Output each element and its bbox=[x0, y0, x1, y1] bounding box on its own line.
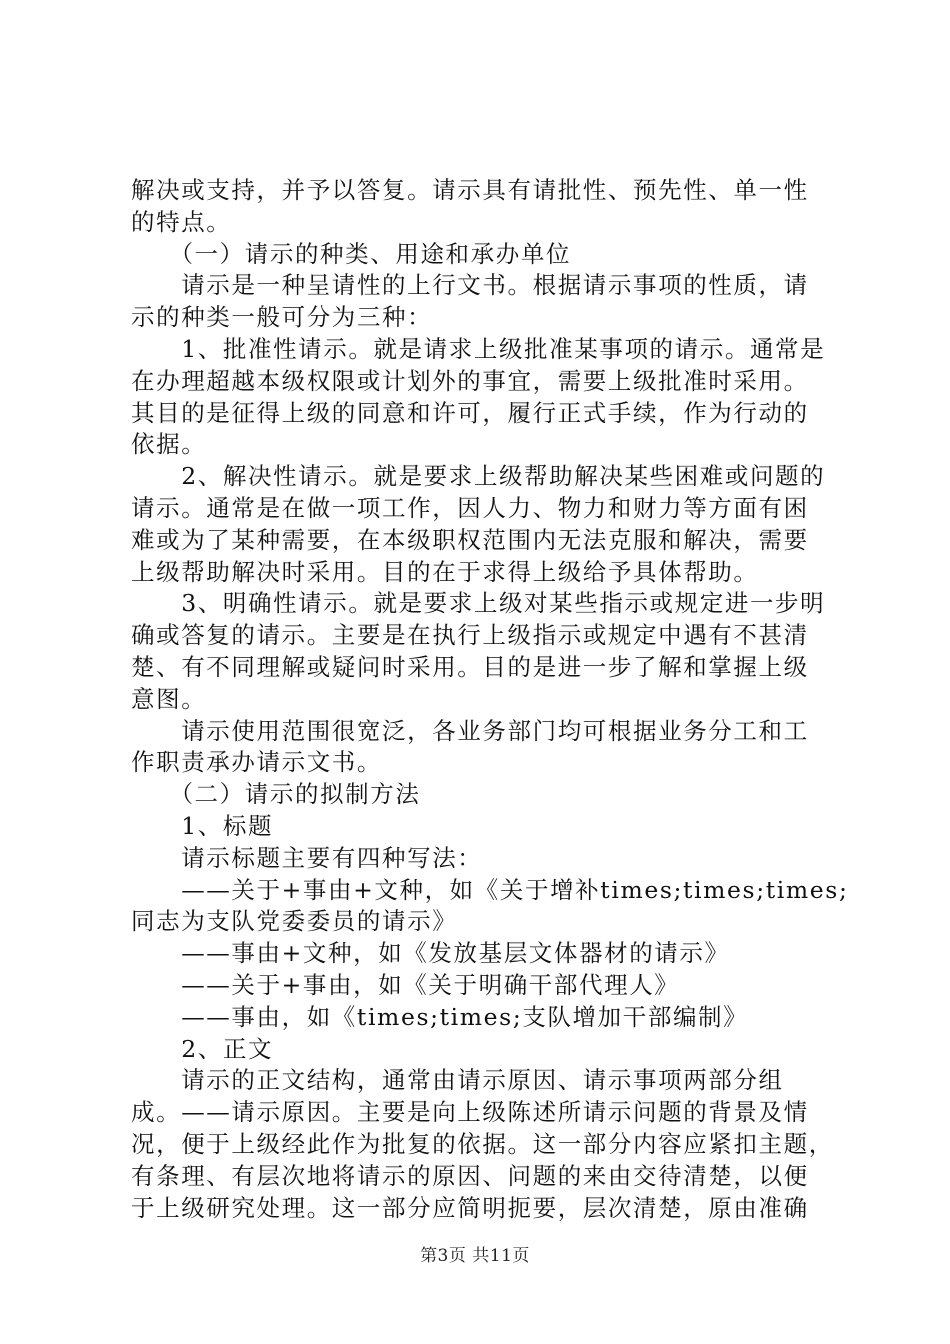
text-line: 意图。 bbox=[131, 684, 207, 713]
section-heading: （二）请示的拟制方法 bbox=[131, 780, 421, 809]
section-heading: （一）请示的种类、用途和承办单位 bbox=[131, 239, 572, 268]
text-line: 于上级研究处理。这一部分应简明扼要，层次清楚，原由准确 bbox=[131, 1193, 809, 1222]
text-line: 有条理、有层次地将请示的原因、问题的来由交待清楚，以便 bbox=[131, 1161, 809, 1190]
text-line: 依据。 bbox=[131, 430, 207, 459]
text-line: 请示使用范围很宽泛，各业务部门均可根据业务分工和工 bbox=[131, 716, 809, 745]
text-line: 确或答复的请示。主要是在执行上级指示或规定中遇有不甚清 bbox=[131, 621, 809, 650]
subsection-heading: 1、标题 bbox=[131, 811, 274, 840]
text-line: 楚、有不同理解或疑问时采用。目的是进一步了解和掌握上级 bbox=[131, 652, 809, 681]
document-body bbox=[131, 175, 849, 1224]
text-line: 成。——请示原因。主要是向上级陈述所请示问题的背景及情 bbox=[131, 1098, 809, 1127]
text-line: ——事由，如《times;times;支队增加干部编制》 bbox=[131, 1002, 749, 1031]
text-line: 况，便于上级经此作为批复的依据。这一部分内容应紧扣主题， bbox=[131, 1129, 834, 1158]
text-line: 作职责承办请示文书。 bbox=[131, 748, 382, 777]
text-line: 请示标题主要有四种写法： bbox=[131, 843, 483, 872]
text-line: 难或为了某种需要，在本级职权范围内无法克服和解决，需要 bbox=[131, 525, 809, 554]
text-line: 请示。通常是在做一项工作，因人力、物力和财力等方面有困 bbox=[131, 493, 809, 522]
text-line: ——关于+事由，如《关于明确干部代理人》 bbox=[131, 970, 680, 999]
text-line: 示的种类一般可分为三种： bbox=[131, 303, 433, 332]
text-line: 同志为支队党委委员的请示》 bbox=[131, 907, 458, 936]
page-number-footer: 第3页 共11页 bbox=[420, 1246, 530, 1266]
text-line: 上级帮助解决时采用。目的在于求得上级给予具体帮助。 bbox=[131, 557, 759, 586]
text-line: 1、批准性请示。就是请求上级批准某事项的请示。通常是 bbox=[131, 334, 826, 363]
text-line: 2、解决性请示。就是要求上级帮助解决某些困难或问题的 bbox=[131, 462, 826, 491]
text-line: 其目的是征得上级的同意和许可，履行正式手续，作为行动的 bbox=[131, 398, 809, 427]
text-line: 3、明确性请示。就是要求上级对某些指示或规定进一步明 bbox=[131, 589, 826, 618]
text-line: ——事由+文种，如《发放基层文体器材的请示》 bbox=[131, 939, 730, 968]
text-line: 请示的正文结构，通常由请示原因、请示事项两部分组 bbox=[131, 1066, 784, 1095]
text-line: 的特点。 bbox=[131, 207, 232, 236]
text-line: ——关于+事由+文种，如《关于增补times;times;times; bbox=[131, 875, 849, 904]
text-line: 请示是一种呈请性的上行文书。根据请示事项的性质，请 bbox=[131, 271, 809, 300]
text-line: 解决或支持，并予以答复。请示具有请批性、预先性、单一性 bbox=[131, 176, 809, 204]
text-line: 在办理超越本级权限或计划外的事宜，需要上级批准时采用。 bbox=[131, 366, 809, 395]
subsection-heading: 2、正文 bbox=[131, 1034, 274, 1063]
